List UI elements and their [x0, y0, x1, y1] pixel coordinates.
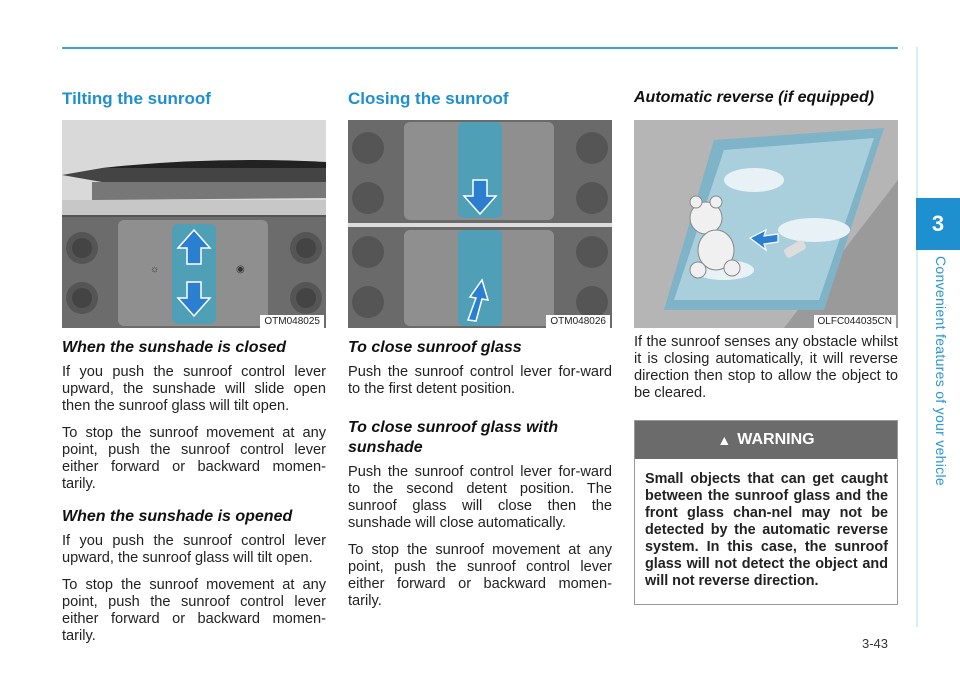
- tilt-control-illustration: [62, 120, 326, 328]
- subheading-close-glass: To close sunroof glass: [348, 339, 522, 356]
- figure-label: OTM048026: [546, 315, 610, 328]
- warning-box: [634, 420, 898, 605]
- left-column: [62, 88, 326, 655]
- svg-text:☼: ☼: [150, 264, 160, 275]
- chapter-number-tab[interactable]: 3: [916, 198, 960, 250]
- paragraph: If you push the sunroof control lever upward, the sunroof glass will tilt open.: [62, 533, 326, 566]
- page-number: 3-43: [862, 636, 889, 651]
- warning-triangle-icon: ▲: [717, 432, 732, 448]
- subheading-sunshade-closed: When the sunshade is closed: [62, 339, 287, 356]
- figure-label: OTM048025: [260, 315, 324, 328]
- chapter-title: Convenient features of your vehicle: [933, 256, 949, 486]
- paragraph: If you push the sunroof control lever upward, the sunshade will slide open then the sunroof glass will tilt open.: [62, 364, 326, 414]
- figure-label: OLFC044035CN: [814, 315, 896, 328]
- section-heading-tilting: Tilting the sunroof: [62, 89, 211, 108]
- figure-auto-reverse: [634, 120, 898, 328]
- subheading-automatic-reverse: Automatic reverse (if equipped): [634, 89, 875, 106]
- warning-header: [635, 421, 897, 459]
- figure-close-control: [348, 120, 612, 328]
- right-column: [634, 88, 898, 605]
- warning-text: Small objects that can get caught between the sunroof glass and the front glass chan-nel may not be detected by the automatic reverse system. In this case, the sunroof glass will not detect the object and will not reverse direction.: [645, 471, 888, 589]
- side-rule: [916, 47, 918, 627]
- warning-title: WARNING: [737, 431, 815, 448]
- top-rule: [62, 47, 898, 49]
- figure-tilt-control: [62, 120, 326, 328]
- close-control-illustration: [348, 120, 612, 328]
- middle-column: [348, 88, 612, 620]
- paragraph: To stop the sunroof movement at any point, push the sunroof control lever either forward or backward momen-tarily.: [62, 425, 326, 492]
- subheading-sunshade-opened: When the sunshade is opened: [62, 508, 293, 525]
- paragraph: Push the sunroof control lever for-ward to the first detent position.: [348, 364, 612, 397]
- paragraph: To stop the sunroof movement at any point, push the sunroof control lever either forward or backward momen-tarily.: [348, 542, 612, 609]
- auto-reverse-illustration: [634, 120, 898, 328]
- paragraph: Push the sunroof control lever for-ward to the second detent position. The sunroof glass will close then the sunshade will close automatically.: [348, 464, 612, 531]
- svg-text:◉: ◉: [236, 264, 245, 275]
- subheading-close-glass-sunshade: To close sunroof glass with sunshade: [348, 419, 559, 456]
- paragraph: To stop the sunroof movement at any point, push the sunroof control lever either forward or backward momen-tarily.: [62, 577, 326, 644]
- section-heading-closing: Closing the sunroof: [348, 89, 509, 108]
- paragraph: If the sunroof senses any obstacle whilst it is closing automatically, it will reverse direction then stop to allow the object to be cleared.: [634, 334, 898, 401]
